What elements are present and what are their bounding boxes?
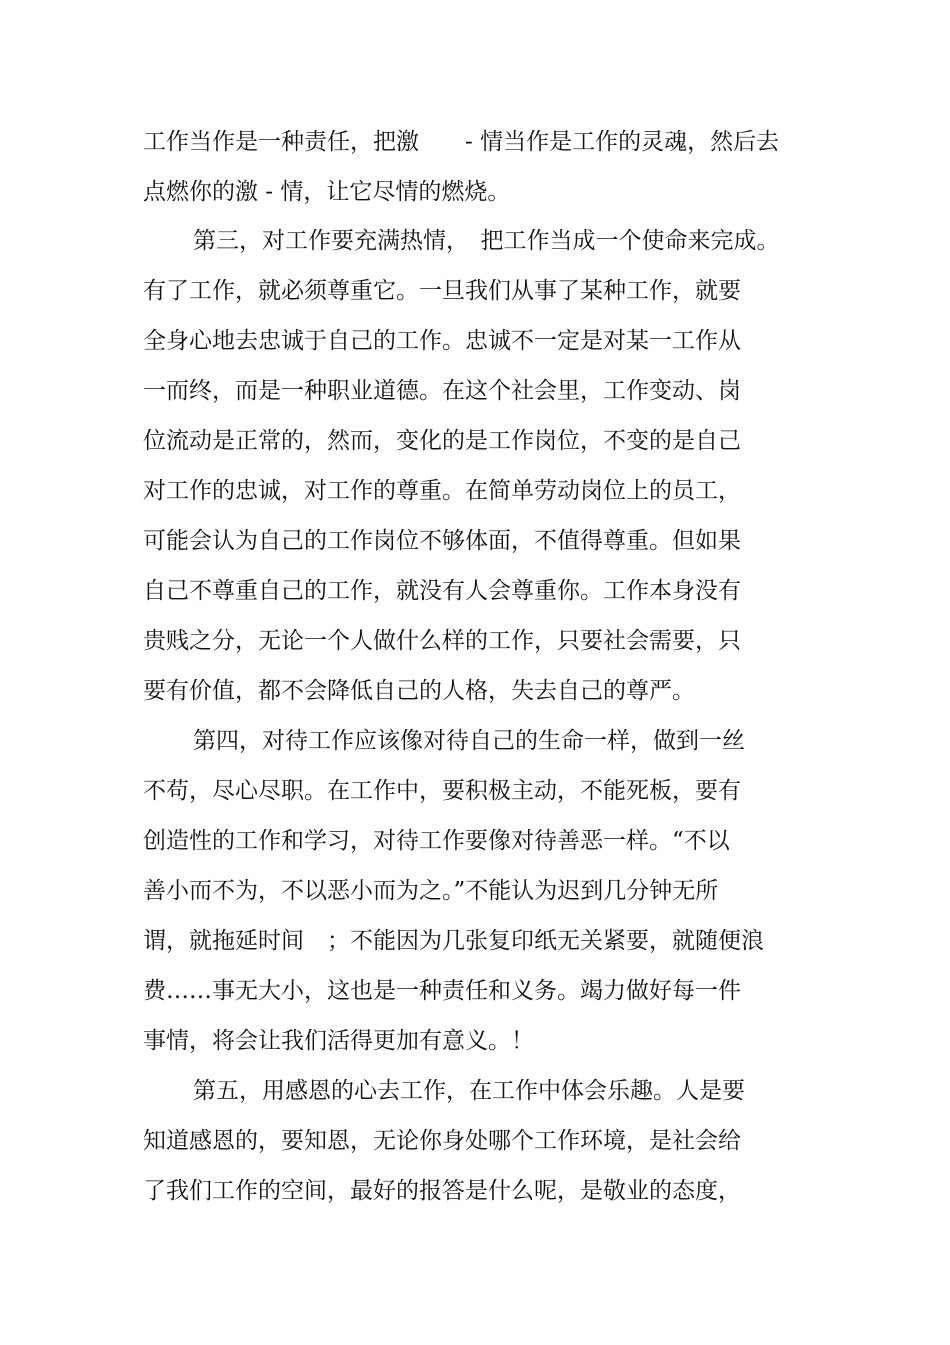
text-line: 工作当作是一种责任，把激 - 情当作是工作的灵魂，然后去 xyxy=(143,129,780,155)
text-line: 谓，就拖延时间 ；不能因为几张复印纸无关紧要，就随便浪 xyxy=(143,928,764,954)
text-line: 要有价值，都不会降低自己的人格，失去自己的尊严。 xyxy=(143,678,695,704)
text-line: 有了工作，就必须尊重它。一旦我们从事了某种工作，就要 xyxy=(143,278,741,304)
text-line: 不苟，尽心尽职。在工作中，要积极主动，不能死板，要有 xyxy=(143,778,741,804)
text-line: 位流动是正常的，然而，变化的是工作岗位，不变的是自己 xyxy=(143,428,741,454)
text-line: 可能会认为自己的工作岗位不够体面，不值得尊重。但如果 xyxy=(143,528,741,554)
paragraph-start-line: 第五，用感恩的心去工作，在工作中体会乐趣。人是要 xyxy=(193,1078,745,1104)
text-line: 点燃你的激 - 情，让它尽情的燃烧。 xyxy=(143,179,511,205)
text-line: 一而终，而是一种职业道德。在这个社会里，工作变动、岗 xyxy=(143,378,741,404)
text-line: 了我们工作的空间，最好的报答是什么呢，是敬业的态度， xyxy=(143,1178,741,1204)
paragraph-start-line: 第三，对工作要充满热情， 把工作当成一个使命来完成。 xyxy=(193,228,780,254)
text-line: 善小而不为，不以恶小而为之。”不能认为迟到几分钟无所 xyxy=(143,878,719,904)
text-line: 创造性的工作和学习，对待工作要像对待善恶一样。“不以 xyxy=(143,828,730,854)
text-line: 自己不尊重自己的工作，就没有人会尊重你。工作本身没有 xyxy=(143,578,741,604)
text-line: 对工作的忠诚，对工作的尊重。在简单劳动岗位上的员工， xyxy=(143,478,741,504)
text-line: 事情，将会让我们活得更加有意义。！ xyxy=(143,1028,534,1054)
text-line: 费……事无大小，这也是一种责任和义务。竭力做好每一件 xyxy=(143,978,741,1004)
text-line: 知道感恩的，要知恩，无论你身处哪个工作环境，是社会给 xyxy=(143,1128,741,1154)
text-line: 全身心地去忠诚于自己的工作。忠诚不一定是对某一工作从 xyxy=(143,328,741,354)
text-line: 贵贱之分，无论一个人做什么样的工作，只要社会需要，只 xyxy=(143,628,741,654)
paragraph-start-line: 第四，对待工作应该像对待自己的生命一样，做到一丝 xyxy=(193,728,745,754)
